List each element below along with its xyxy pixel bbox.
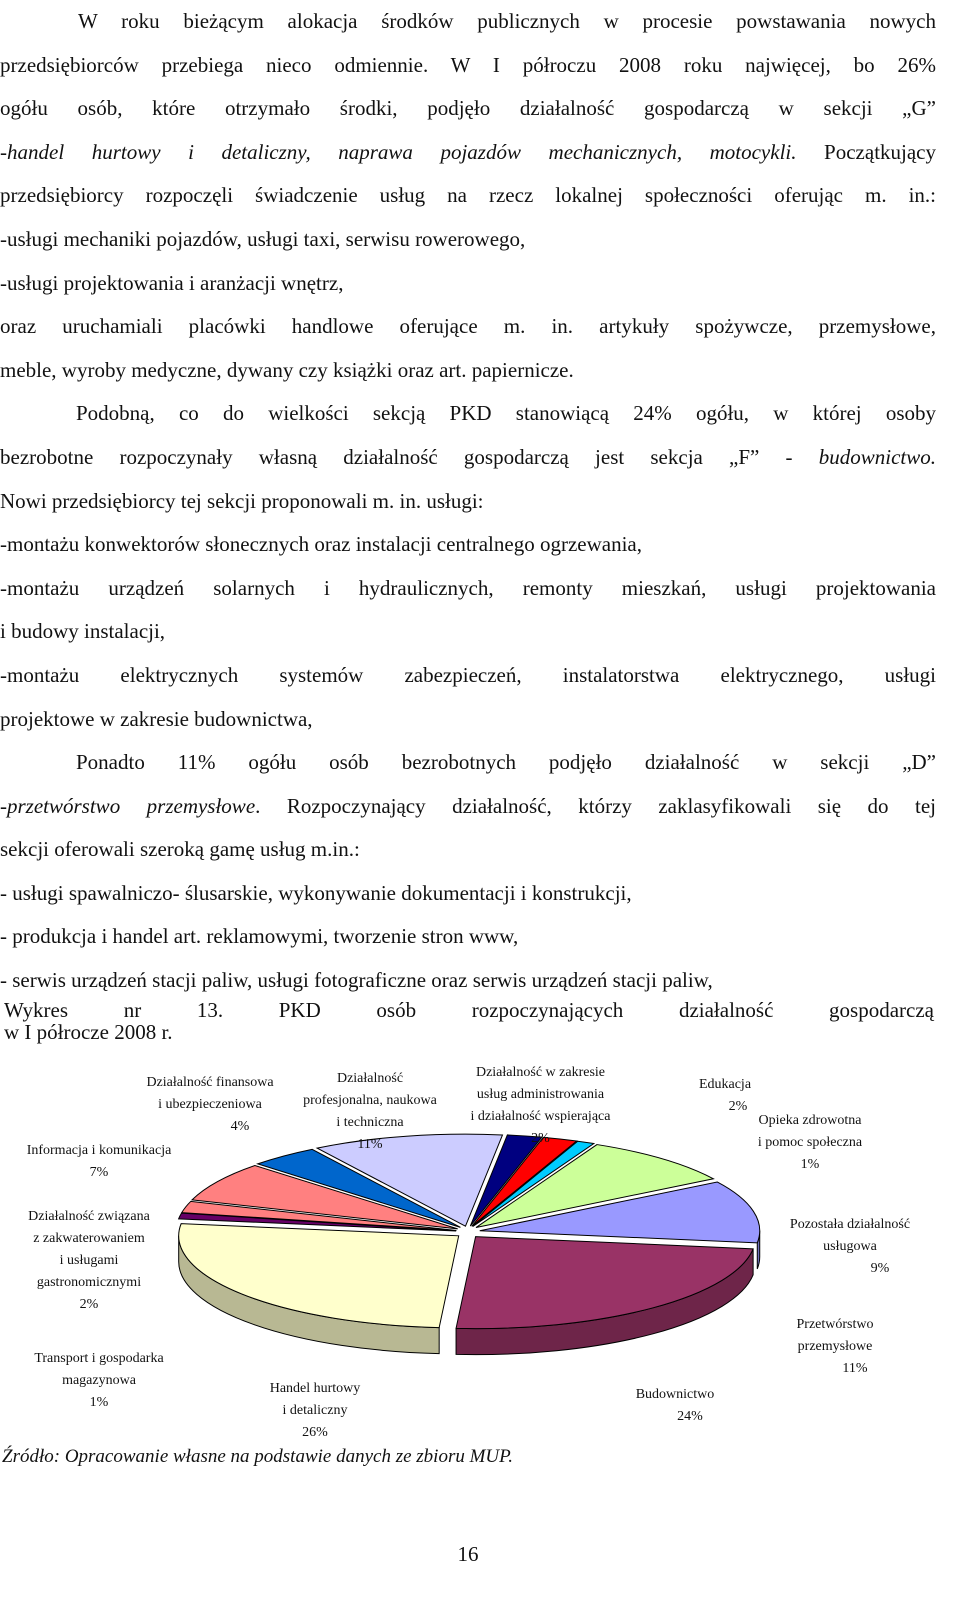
label-line: Informacja i komunikacja <box>26 1143 172 1158</box>
label-przetworstwo <box>765 1314 905 1380</box>
text-span: bezrobotne rozpoczynały własną działalność gospodarczą jest sekcja „F” - <box>0 444 819 469</box>
figure-caption <box>4 999 934 1043</box>
label-line: Działalność związana <box>28 1209 150 1224</box>
label-line: usługowa <box>823 1239 877 1254</box>
paragraph-line: - usługi spawalniczo- ślusarskie, wykonywanie dokumentacji i konstrukcji, <box>0 880 632 905</box>
label-line: 1% <box>800 1157 820 1172</box>
label-line: 2% <box>728 1099 748 1114</box>
paragraph-line: meble, wyroby medyczne, dywany czy książki oraz art. papiernicze. <box>0 357 574 382</box>
text-span: - <box>0 793 7 818</box>
paragraph-line: -montażu elektrycznych systemów zabezpieczeń, instalatorstwa elektrycznego, usługi <box>0 662 936 687</box>
caption-line: w I półrocze 2008 r. <box>4 1020 173 1044</box>
paragraph-line: przedsiębiorców przebiega nieco odmiennie. W I półroczu 2008 roku najwięcej, bo 26% <box>0 52 936 77</box>
pie-slice <box>179 1224 459 1328</box>
label-profesjonalna <box>280 1068 460 1156</box>
page-number: 16 <box>457 1542 479 1566</box>
label-budownictwo <box>615 1384 735 1428</box>
paragraph-line: oraz uruchamiali placówki handlowe oferujące m. in. artykuły spożywcze, przemysłowe, <box>0 314 936 339</box>
label-line: Działalność finansowa <box>146 1075 274 1090</box>
source-note: Źródło: Opracowanie własne na podstawie danych ze zbioru MUP. <box>2 1446 514 1467</box>
label-line: 2% <box>531 1131 550 1146</box>
label-administrowanie <box>448 1062 633 1150</box>
label-line: 4% <box>230 1119 250 1134</box>
label-line: i usługami <box>59 1253 119 1268</box>
paragraph-line: - produkcja i handel art. reklamowymi, tworzenie stron www, <box>0 924 519 949</box>
paragraph-line: i budowy instalacji, <box>0 619 166 644</box>
text-span: . Rozpoczynający działalność, którzy zaklasyfikowali się do tej <box>255 793 936 818</box>
label-line: Transport i gospodarka <box>34 1351 164 1366</box>
paragraph-line: Podobną, co do wielkości sekcją PKD stanowiącą 24% ogółu, w której osoby <box>76 401 936 426</box>
label-opieka <box>735 1110 885 1176</box>
text-span: - <box>0 139 7 164</box>
paragraph-line: ogółu osób, które otrzymało środki, podjęło działalność gospodarczą w sekcji „G” <box>0 96 936 121</box>
paragraph-line: -montażu konwektorów słonecznych oraz instalacji centralnego ogrzewania, <box>0 532 642 557</box>
paragraph-line: Ponadto 11% ogółu osób bezrobotnych podjęło działalność w sekcji „D” <box>76 750 936 775</box>
label-line: Budownictwo <box>635 1387 715 1402</box>
label-line: i techniczna <box>336 1115 404 1130</box>
label-pozostala <box>765 1214 935 1280</box>
italic-span: handel hurtowy i detaliczny, naprawa pojazdów mechanicznych, motocykli. <box>7 139 797 164</box>
label-line: magazynowa <box>62 1373 136 1388</box>
label-line: 2% <box>79 1297 99 1312</box>
paragraph-line: sekcji oferowali szeroką gamę usług m.in.: <box>0 837 360 862</box>
label-line: Działalność w zakresie <box>475 1065 606 1080</box>
label-line: 1% <box>89 1395 109 1410</box>
label-zakwaterowanie <box>4 1206 174 1316</box>
paragraph-line: Nowi przedsiębiorcy tej sekcji proponowali m. in. usługi: <box>0 488 484 513</box>
pie-slice <box>456 1237 753 1329</box>
paragraph-line: -usługi mechaniki pojazdów, usługi taxi, serwisu rowerowego, <box>0 226 526 251</box>
italic-span: przetwórstwo przemysłowe <box>7 793 256 818</box>
label-informacja <box>4 1140 194 1184</box>
label-handel <box>245 1378 385 1444</box>
label-line: 9% <box>870 1261 890 1276</box>
italic-span: budownictwo. <box>818 444 936 469</box>
label-line: i pomoc społeczna <box>757 1135 863 1150</box>
label-line: Przetwórstwo <box>796 1317 874 1332</box>
label-line: 26% <box>302 1425 328 1440</box>
label-line: Działalność <box>336 1071 404 1086</box>
label-line: usług administrowania <box>476 1087 605 1102</box>
label-line: z zakwaterowaniem <box>33 1231 145 1246</box>
label-line: Pozostała działalność <box>789 1217 911 1232</box>
label-line: profesjonalna, naukowa <box>303 1093 437 1108</box>
paragraph-line: -montażu urządzeń solarnych i hydraulicznych, remonty mieszkań, usługi projektowania <box>0 575 936 600</box>
label-line: Opieka zdrowotna <box>758 1113 862 1128</box>
paragraph-line: projektowe w zakresie budownictwa, <box>0 706 313 731</box>
label-transport <box>4 1348 194 1414</box>
text-span: Początkujący <box>796 139 937 164</box>
paragraph-line: -usługi projektowania i aranżacji wnętrz, <box>0 270 344 295</box>
label-line: i detaliczny <box>282 1403 348 1418</box>
label-line: i ubezpieczeniowa <box>158 1097 262 1112</box>
paragraph-line <box>0 131 936 175</box>
paragraph-line <box>0 436 936 480</box>
label-line: Edukacja <box>698 1077 752 1092</box>
label-line: 7% <box>89 1165 109 1180</box>
paragraph-line: W roku bieżącym alokacja środków publicznych w procesie powstawania nowych <box>78 9 936 33</box>
label-line: Handel hurtowy <box>269 1381 361 1396</box>
label-line: przemysłowe <box>797 1339 873 1354</box>
caption-line: Wykres nr 13. PKD osób rozpoczynających działalność gospodarczą <box>4 998 934 1022</box>
label-line: gastronomicznymi <box>36 1275 142 1290</box>
paragraph-line: - serwis urządzeń stacji paliw, usługi fotograficzne oraz serwis urządzeń stacji paliw, <box>0 968 713 993</box>
label-line: 11% <box>357 1137 383 1152</box>
paragraph-line: przedsiębiorcy rozpoczęli świadczenie usług na rzecz lokalnej społeczności oferując m. in.: <box>0 183 936 208</box>
paragraph-line <box>0 785 936 829</box>
label-line: 11% <box>842 1361 868 1376</box>
pie-chart <box>0 1060 960 1470</box>
label-line: i działalność wspierająca <box>470 1109 611 1124</box>
label-line: 24% <box>677 1409 703 1424</box>
